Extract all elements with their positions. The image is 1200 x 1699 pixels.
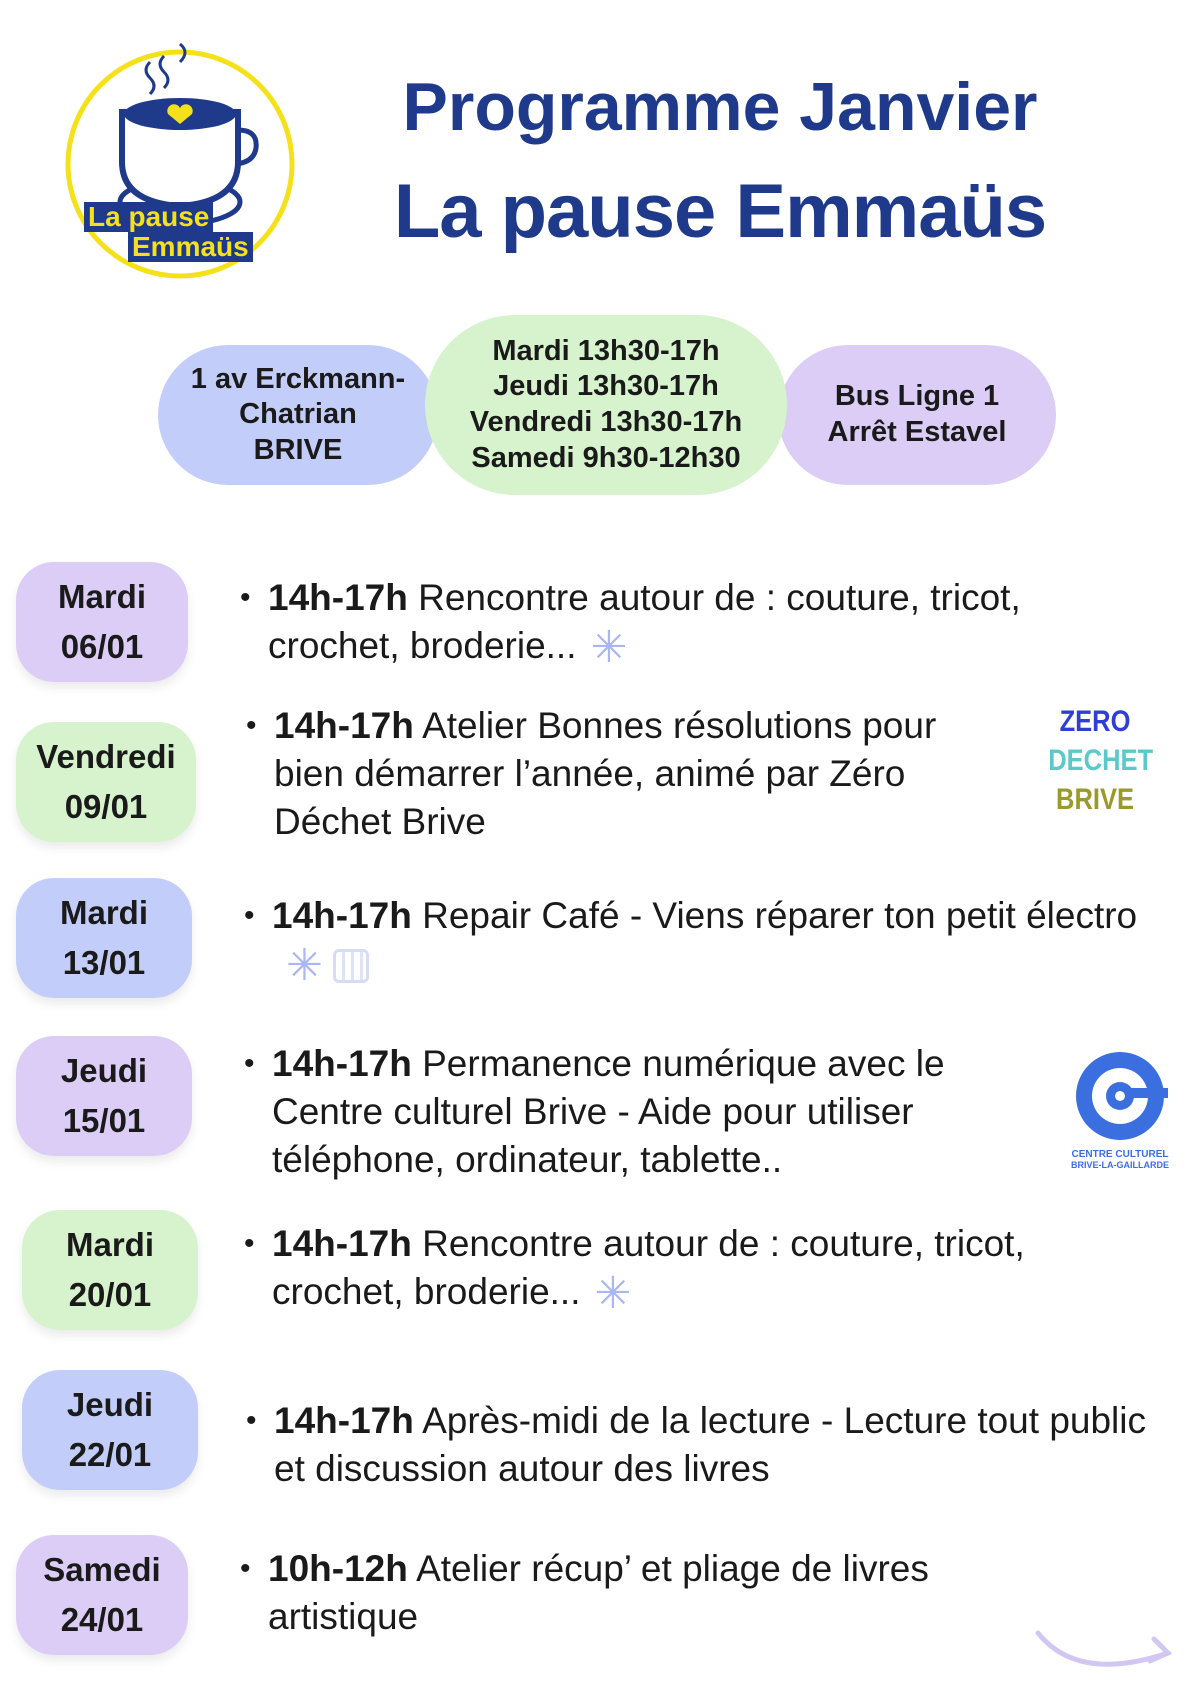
event-description: • 14h-17h Repair Café - Viens réparer ton petit électro✳ bbox=[244, 892, 1144, 990]
event-date: Samedi 24/01 bbox=[16, 1535, 188, 1655]
sparkle-icon: ✳ bbox=[286, 941, 323, 991]
event-date: Jeudi 15/01 bbox=[16, 1036, 192, 1156]
event-description: • 14h-17h Après-midi de la lecture - Lecture tout public et discussion autour des livres bbox=[246, 1397, 1166, 1493]
calendar-icon bbox=[333, 949, 369, 983]
curved-arrow-icon bbox=[1030, 1625, 1180, 1685]
la-pause-emmaus-logo bbox=[62, 42, 298, 286]
centre-culturel-logo: CENTRE CULTUREL BRIVE-LA-GAILLARDE bbox=[1060, 1048, 1180, 1170]
event-description: • 10h-12h Atelier récup’ et pliage de livres artistique bbox=[240, 1545, 1060, 1641]
zero-dechet-brive-logo: ZERO DECHET BRIVE bbox=[1048, 705, 1154, 816]
logo-text: La pause Emmaüs bbox=[84, 202, 244, 262]
sparkle-icon: ✳ bbox=[594, 1269, 632, 1319]
page-subtitle: La pause Emmaüs bbox=[393, 169, 1047, 254]
event-description: • 14h-17h Rencontre autour de : couture, tricot, crochet, broderie... ✳ bbox=[244, 1220, 1144, 1318]
opening-hours-pill: Mardi 13h30-17h Jeudi 13h30-17h Vendredi 13h30-17h Samedi 9h30-12h30 bbox=[425, 315, 787, 495]
event-date: Mardi 13/01 bbox=[16, 878, 192, 998]
sparkle-icon: ✳ bbox=[590, 623, 628, 673]
event-date: Mardi 20/01 bbox=[22, 1210, 198, 1330]
event-description: • 14h-17h Rencontre autour de : couture, tricot, crochet, broderie... ✳ bbox=[240, 574, 1120, 672]
centre-culturel-emblem-icon bbox=[1072, 1048, 1168, 1144]
event-description: • 14h-17h Permanence numérique avec le Centre culturel Brive - Aide pour utiliser téléphone, ordinateur, tablette.. bbox=[244, 1040, 1064, 1184]
page-title: Programme Janvier bbox=[402, 69, 1038, 145]
event-date: Vendredi 09/01 bbox=[16, 722, 196, 842]
event-date: Jeudi 22/01 bbox=[22, 1370, 198, 1490]
address-pill: 1 av Erckmann- Chatrian BRIVE bbox=[158, 345, 438, 485]
bus-pill: Bus Ligne 1 Arrêt Estavel bbox=[778, 345, 1056, 485]
event-description: • 14h-17h Atelier Bonnes résolutions pour bien démarrer l’année, animé par Zéro Déchet Brive bbox=[246, 702, 966, 846]
event-date: Mardi 06/01 bbox=[16, 562, 188, 682]
